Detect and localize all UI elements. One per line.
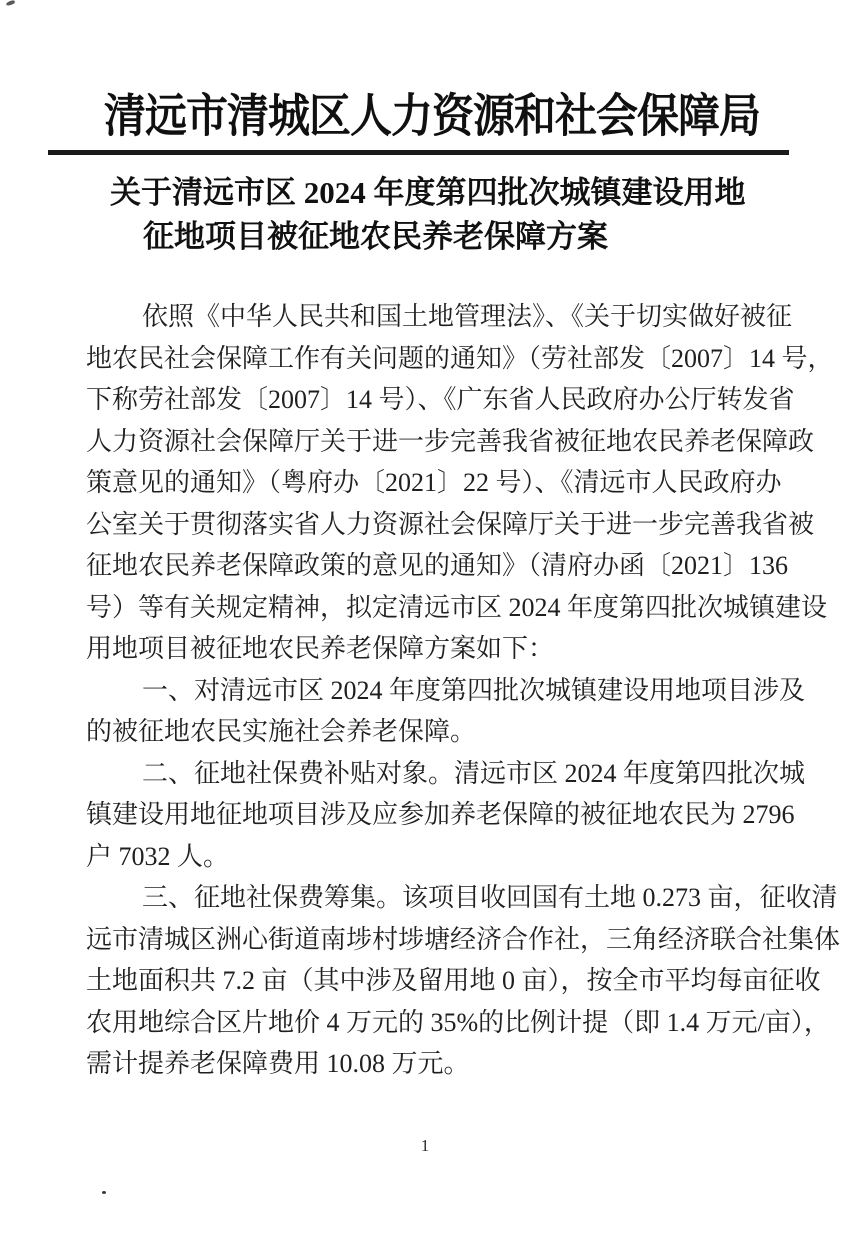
document-title-line1: 关于清远市区 2024 年度第四批次城镇建设用地 xyxy=(110,175,746,210)
body-line: 远市清城区洲心街道南埗村埗塘经济合作社，三角经济联合社集体 xyxy=(86,924,841,954)
agency-masthead: 清远市清城区人力资源和社会保障局 xyxy=(104,92,761,143)
body-line: 征地农民养老保障政策的意见的通知》（清府办函〔2021〕136 xyxy=(86,551,789,580)
body-line: 公室关于贯彻落实省人力资源社会保障厅关于进一步完善我省被 xyxy=(86,509,815,539)
body-line: 三、征地社保费筹集。该项目收回国有土地 0.273 亩，征收清 xyxy=(142,883,838,912)
body-line: 策意见的通知》（粤府办〔2021〕22 号）、《清远市人民政府办 xyxy=(86,468,782,497)
body-line: 镇建设用地征地项目涉及应参加养老保障的被征地农民为 2796 xyxy=(86,800,795,829)
body-line: 依照《中华人民共和国土地管理法》、《关于切实做好被征 xyxy=(142,302,793,331)
body-line: 二、征地社保费补贴对象。清远市区 2024 年度第四批次城 xyxy=(142,758,806,788)
body-line: 一、对清远市区 2024 年度第四批次城镇建设用地项目涉及 xyxy=(142,675,806,705)
document-title xyxy=(110,171,790,259)
body-line: 土地面积共 7.2 亩（其中涉及留用地 0 亩），按全市平均每亩征收 xyxy=(86,966,821,995)
body-line: 农用地综合区片地价 4 万元的 35%的比例计提（即 1.4 万元/亩）， xyxy=(86,1007,830,1037)
page-number: 1 xyxy=(420,1136,430,1155)
scan-artifact-dot xyxy=(102,1191,106,1194)
masthead-divider-rule xyxy=(48,150,789,155)
document-title-line2: 征地项目被征地农民养老保障方案 xyxy=(143,219,608,254)
body-line: 号）等有关规定精神，拟定清远市区 2024 年度第四批次城镇建设 xyxy=(86,592,828,622)
body-line: 下称劳社部发〔2007〕14 号）、《广东省人民政府办公厅转发省 xyxy=(86,385,795,414)
body-line: 户 7032 人。 xyxy=(86,841,230,871)
body-text xyxy=(86,296,841,1085)
body-line: 地农民社会保障工作有关问题的通知》（劳社部发〔2007〕14 号， xyxy=(86,343,834,373)
scan-artifact-speck xyxy=(6,0,16,6)
body-line: 用地项目被征地农民养老保障方案如下： xyxy=(86,634,555,663)
body-line: 需计提养老保障费用 10.08 万元。 xyxy=(86,1049,470,1078)
body-line: 的被征地农民实施社会养老保障。 xyxy=(86,717,477,746)
body-line: 人力资源社会保障厅关于进一步完善我省被征地农民养老保障政 xyxy=(86,426,815,456)
